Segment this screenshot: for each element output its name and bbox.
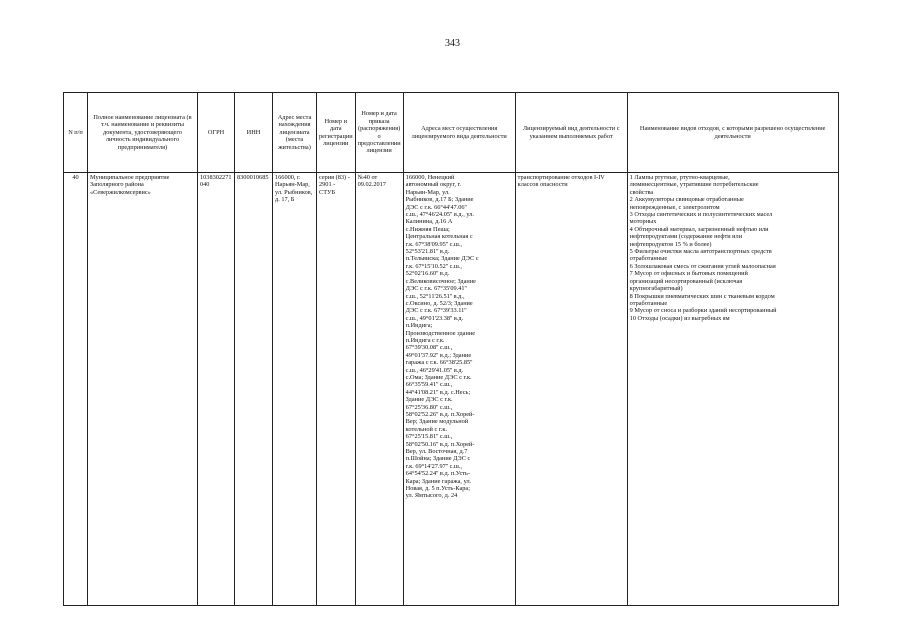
place-line: ул. Ямтысого, д. 24	[405, 492, 458, 500]
header-places: Адреса мест осуществления лицензируемого вида деятельности	[403, 93, 515, 173]
waste-type-line: 7 Мусор от офисных и бытовых помещений	[629, 270, 748, 278]
place-line: гаража с г.к. 66°38'25.85''	[405, 359, 473, 367]
place-line: Производственное здание	[405, 329, 475, 337]
place-line: Калинина, д.16 А	[405, 218, 453, 226]
place-line: 44°41'08.21'' в.д. с.Несь;	[405, 388, 471, 396]
cell-ogrn: 1038302271040	[198, 173, 235, 606]
place-line: с.Ома; Здание ДЭС с г.к.	[405, 373, 472, 381]
cell-activity: транспортирование отходов I-IV классов опасности	[515, 173, 627, 606]
waste-type-line: 10 Отходы (осадки) из выгребных ям	[629, 314, 730, 322]
cell-registration: серия (83) - 2901 - СТУБ	[317, 173, 356, 606]
header-activity: Лицензируемый вид деятельности с указанием выполняемых работ	[515, 93, 627, 173]
place-line: 64°54'52.24'' в.д. п.Усть-	[405, 470, 470, 478]
header-inn: ИНН	[235, 93, 273, 173]
place-line: с.Оксино, д. 52/3; Здание	[405, 299, 473, 307]
place-line: Рыбников, д.17 Б; Здание	[405, 196, 474, 204]
page-number: 343	[445, 38, 460, 49]
place-line: г.к. 69°14'27.97'' с.ш.,	[405, 462, 462, 470]
header-ogrn: ОГРН	[198, 93, 235, 173]
place-line: с.ш., 46°29'41.05'' в.д.	[405, 366, 464, 374]
place-line: Нарьян-Мар, ул.	[405, 188, 450, 196]
waste-type-line: 3 Отходы синтетических и полусинтетических масел	[629, 211, 773, 219]
header-licensee-name: Полное наименование лицензиата (в т.ч. наименование и реквизиты документа, удостоверяющего личность индивидуального предпринимателя)	[88, 93, 198, 173]
place-line: 66°35'59.41'' с.ш.,	[405, 381, 453, 389]
place-line: котельной с г.к.	[405, 425, 447, 433]
place-line: Здание ДЭС с г.к.	[405, 396, 453, 404]
waste-type-line: отработанные	[629, 255, 668, 263]
cell-order: №40 от 09.02.2017	[355, 173, 403, 606]
place-line: г.к. 67°15'10.52'' с.ш.,	[405, 262, 462, 270]
waste-type-line: 6 Золошлаковая смесь от сжигания углей малоопасная	[629, 262, 776, 270]
waste-type-line: отработанные	[629, 299, 668, 307]
place-line: п.Тельвиска; Здание ДЭС с	[405, 255, 479, 263]
waste-type-line: свойства	[629, 188, 654, 196]
place-line: п.Индига с г.к.	[405, 336, 445, 344]
waste-type-line: люминесцентные, утратившие потребительские	[629, 181, 759, 189]
place-line: Кара; Здание гаража, ул.	[405, 477, 472, 485]
header-order: Номер и дата приказа (распоряжения) о предоставлении лицензии	[355, 93, 403, 173]
cell-licensee-name: Муниципальное предприятие Заполярного района «Севержилкомсервис»	[88, 173, 198, 606]
header-num: N п/п	[64, 93, 88, 173]
cell-address: 166000, г. Нарьян-Мар, ул. Рыбников, д. 17, Б	[273, 173, 317, 606]
waste-type-line: нефтепродуктов 15 % и более)	[629, 240, 712, 248]
place-line: с.ш., 49°01'23.38'' в.д.	[405, 314, 464, 322]
waste-type-line: 9 Мусор от сноса и разборки зданий несортированный	[629, 307, 777, 315]
place-line: с.ш., 47°46'24.05'' в.д., ул.	[405, 211, 474, 219]
place-line: п.Индига;	[405, 322, 433, 330]
place-line: с.Великовисочное; Здание	[405, 277, 476, 285]
place-line: 52°02'16.60'' в.д.	[405, 270, 450, 278]
header-address: Адрес места нахождения лицензиата (места жительства)	[273, 93, 317, 173]
place-line: 166000, Ненецкий	[405, 174, 455, 181]
place-line: Новая, д. 5 п.Усть-Кара;	[405, 485, 470, 493]
waste-type-line: неповрежденные, с электролитом	[629, 203, 720, 211]
place-line: г.к. 67°38'09.95'' с.ш.,	[405, 240, 462, 248]
waste-type-line: 4 Обтирочный материал, загрязненный нефтью или	[629, 225, 769, 233]
place-line: Вер; Здание модульной	[405, 418, 469, 426]
place-line: ДЭС с г.к. 67°39'33.11''	[405, 307, 467, 315]
waste-type-line: нефтепродуктами (содержание нефти или	[629, 233, 743, 241]
cell-num: 40	[64, 173, 88, 606]
place-line: ДЭС с г.к. 66°44'47.06''	[405, 203, 467, 211]
waste-type-line: 2 Аккумуляторы свинцовые отработанные	[629, 196, 744, 204]
place-line: 58°02'52.26'' в.д. п.Хорей-	[405, 411, 475, 418]
cell-inn: 8300010685	[235, 173, 273, 606]
waste-type-line: организаций несортированный (исключая	[629, 277, 743, 285]
place-line: п.Шойна; Здание ДЭС с	[405, 455, 471, 463]
place-line: 67°25'15.81'' с.ш.,	[405, 433, 453, 441]
cell-waste-types	[627, 173, 838, 606]
place-line: 67°39'30.08'' с.ш.,	[405, 344, 453, 352]
cell-places	[403, 173, 515, 606]
table-row	[64, 173, 839, 606]
place-line: 67°25'36.80'' с.ш.,	[405, 403, 453, 411]
place-line: ДЭС с г.к. 67°35'09.41''	[405, 285, 467, 293]
waste-type-line: крупногабаритный)	[629, 285, 683, 293]
place-line: с.Нижняя Пеша;	[405, 225, 450, 233]
waste-type-line: 5 Фильтры очистки масла автотранспортных средств	[629, 248, 772, 256]
place-line: Вер, ул. Восточная, д.7	[405, 448, 468, 456]
place-line: 52°53'21.81'' в.д.	[405, 248, 450, 256]
header-row	[64, 93, 839, 173]
waste-type-line: 8 Покрышки пневматических шин с тканевым кордом	[629, 292, 775, 300]
place-line: 58°02'50.16'' в.д. п.Хорей-	[405, 440, 475, 448]
header-registration: Номер и дата регистрации лицензии	[317, 93, 356, 173]
place-line: Центральная котельная с	[405, 233, 473, 241]
place-line: 49°01'37.92'' в.д.; Здание	[405, 351, 472, 359]
license-registry-table	[63, 92, 839, 606]
place-line: с.ш., 52°11'26.51'' в.д.,	[405, 292, 465, 300]
waste-type-line: 1 Лампы ртутные, ртутно-кварцевые,	[629, 174, 730, 181]
header-waste-types: Наименование видов отходов, с которыми разрешено осуществление деятельности	[627, 93, 838, 173]
place-line: автономный округ, г.	[405, 181, 461, 189]
waste-type-line: моторных	[629, 218, 657, 226]
